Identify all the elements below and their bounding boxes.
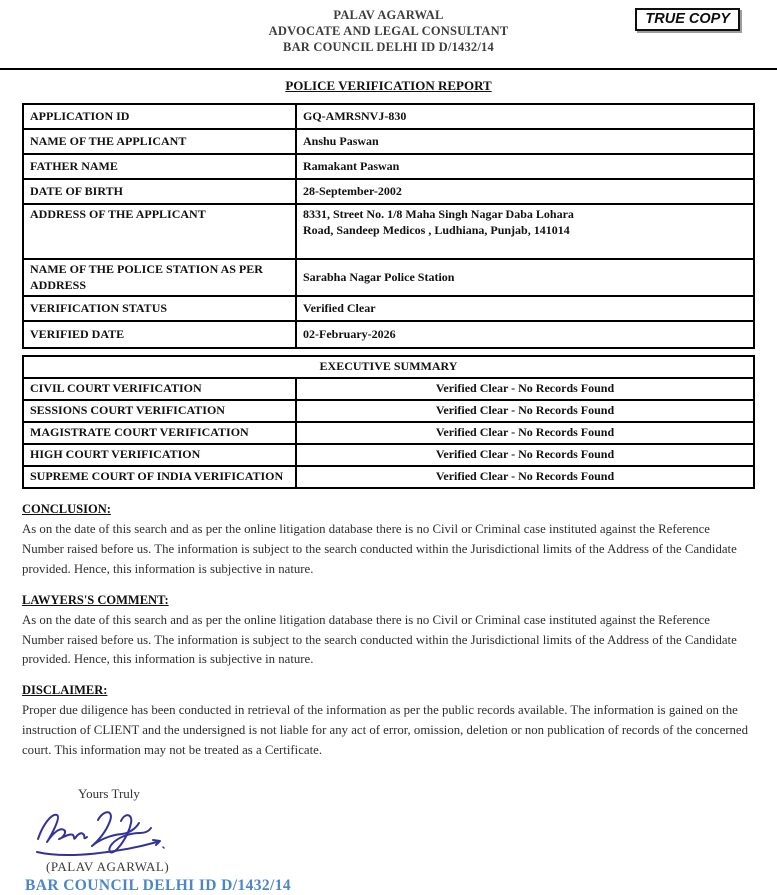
detail-value: 02-February-2026 bbox=[296, 321, 754, 348]
advocate-role: ADVOCATE AND LEGAL CONSULTANT bbox=[268, 24, 509, 38]
summary-label: SESSIONS COURT VERIFICATION bbox=[23, 400, 296, 422]
table-row bbox=[23, 179, 754, 204]
table-row bbox=[23, 466, 754, 488]
table-row bbox=[23, 444, 754, 466]
detail-label: ADDRESS OF THE APPLICANT bbox=[23, 204, 296, 259]
signatory-name: (PALAV AGARWAL) bbox=[46, 858, 170, 874]
summary-label: CIVIL COURT VERIFICATION bbox=[23, 378, 296, 400]
summary-value: Verified Clear - No Records Found bbox=[296, 444, 754, 466]
table-row bbox=[23, 104, 754, 129]
detail-label: FATHER NAME bbox=[23, 154, 296, 179]
detail-value: Verified Clear bbox=[296, 296, 754, 321]
header-divider bbox=[0, 68, 777, 70]
section-heading: CONCLUSION: bbox=[22, 502, 111, 517]
section-heading: LAWYERS'S COMMENT: bbox=[22, 592, 169, 607]
detail-label: DATE OF BIRTH bbox=[23, 179, 296, 204]
table-row bbox=[23, 129, 754, 154]
section-body: As on the date of this search and as per the online litigation database there is no Civil or Criminal case instituted against the Reference Number raised before us. The information is subject to the search conducted within the Jurisdictional limits of the Address of the Candidate provided. Hence, this information is subjective in nature. bbox=[22, 612, 737, 667]
advocate-bar-id: BAR COUNCIL DELHI ID D/1432/14 bbox=[283, 40, 494, 54]
summary-value: Verified Clear - No Records Found bbox=[296, 466, 754, 488]
table-row bbox=[23, 259, 754, 296]
detail-label: VERIFICATION STATUS bbox=[23, 296, 296, 321]
table-row bbox=[23, 154, 754, 179]
true-copy-stamp: TRUE COPY bbox=[635, 8, 740, 31]
detail-value: Anshu Paswan bbox=[296, 129, 754, 154]
advocate-name: PALAV AGARWAL bbox=[333, 8, 444, 22]
details-table bbox=[22, 103, 755, 349]
section-body: Proper due diligence has been conducted in retrieval of the information as per the public records available. The information is gained on the instruction of CLIENT and the undersigned is not liable for any act of error, omission, deletion or non publication of records of the concerned court. This information may not be treated as a Certificate. bbox=[22, 703, 748, 757]
detail-label: NAME OF THE APPLICANT bbox=[23, 129, 296, 154]
summary-value: Verified Clear - No Records Found bbox=[296, 422, 754, 444]
table-row bbox=[23, 422, 754, 444]
detail-value: 8331, Street No. 1/8 Maha Singh Nagar Daba Lohara Road, Sandeep Medicos , Ludhiana, Punjab, 141014 bbox=[296, 204, 754, 259]
section-conclusion bbox=[22, 502, 755, 579]
closing-text: Yours Truly bbox=[78, 785, 140, 801]
page-title bbox=[0, 78, 777, 94]
table-row bbox=[23, 321, 754, 348]
summary-header: EXECUTIVE SUMMARY bbox=[23, 356, 754, 378]
page-title-text: POLICE VERIFICATION REPORT bbox=[285, 78, 492, 93]
signature-icon bbox=[32, 806, 777, 858]
summary-label: MAGISTRATE COURT VERIFICATION bbox=[23, 422, 296, 444]
section-disclaimer bbox=[22, 683, 755, 760]
detail-label: APPLICATION ID bbox=[23, 104, 296, 129]
summary-value: Verified Clear - No Records Found bbox=[296, 378, 754, 400]
table-row bbox=[23, 296, 754, 321]
table-row bbox=[23, 356, 754, 378]
detail-value: GQ-AMRSNVJ-830 bbox=[296, 104, 754, 129]
detail-value: Sarabha Nagar Police Station bbox=[296, 259, 754, 296]
detail-value: 28-September-2002 bbox=[296, 179, 754, 204]
table-row bbox=[23, 378, 754, 400]
table-row bbox=[23, 400, 754, 422]
executive-summary-table bbox=[22, 355, 755, 489]
section-heading: DISCLAIMER: bbox=[22, 683, 108, 698]
detail-value: Ramakant Paswan bbox=[296, 154, 754, 179]
table-row bbox=[23, 204, 754, 259]
bar-council-id: BAR COUNCIL DELHI ID D/1432/14 bbox=[25, 876, 292, 894]
summary-label: SUPREME COURT OF INDIA VERIFICATION bbox=[23, 466, 296, 488]
detail-label: NAME OF THE POLICE STATION AS PER ADDRESS bbox=[23, 259, 296, 296]
summary-value: Verified Clear - No Records Found bbox=[296, 400, 754, 422]
section-lawyers-comment bbox=[22, 593, 755, 670]
detail-label: VERIFIED DATE bbox=[23, 321, 296, 348]
section-body: As on the date of this search and as per the online litigation database there is no Civil or Criminal case instituted against the Reference Number raised before us. The information is subject to the search conducted within the Jurisdictional limits of the Address of the Candidate provided. Hence, this information is subjective in nature. bbox=[22, 522, 737, 576]
summary-label: HIGH COURT VERIFICATION bbox=[23, 444, 296, 466]
